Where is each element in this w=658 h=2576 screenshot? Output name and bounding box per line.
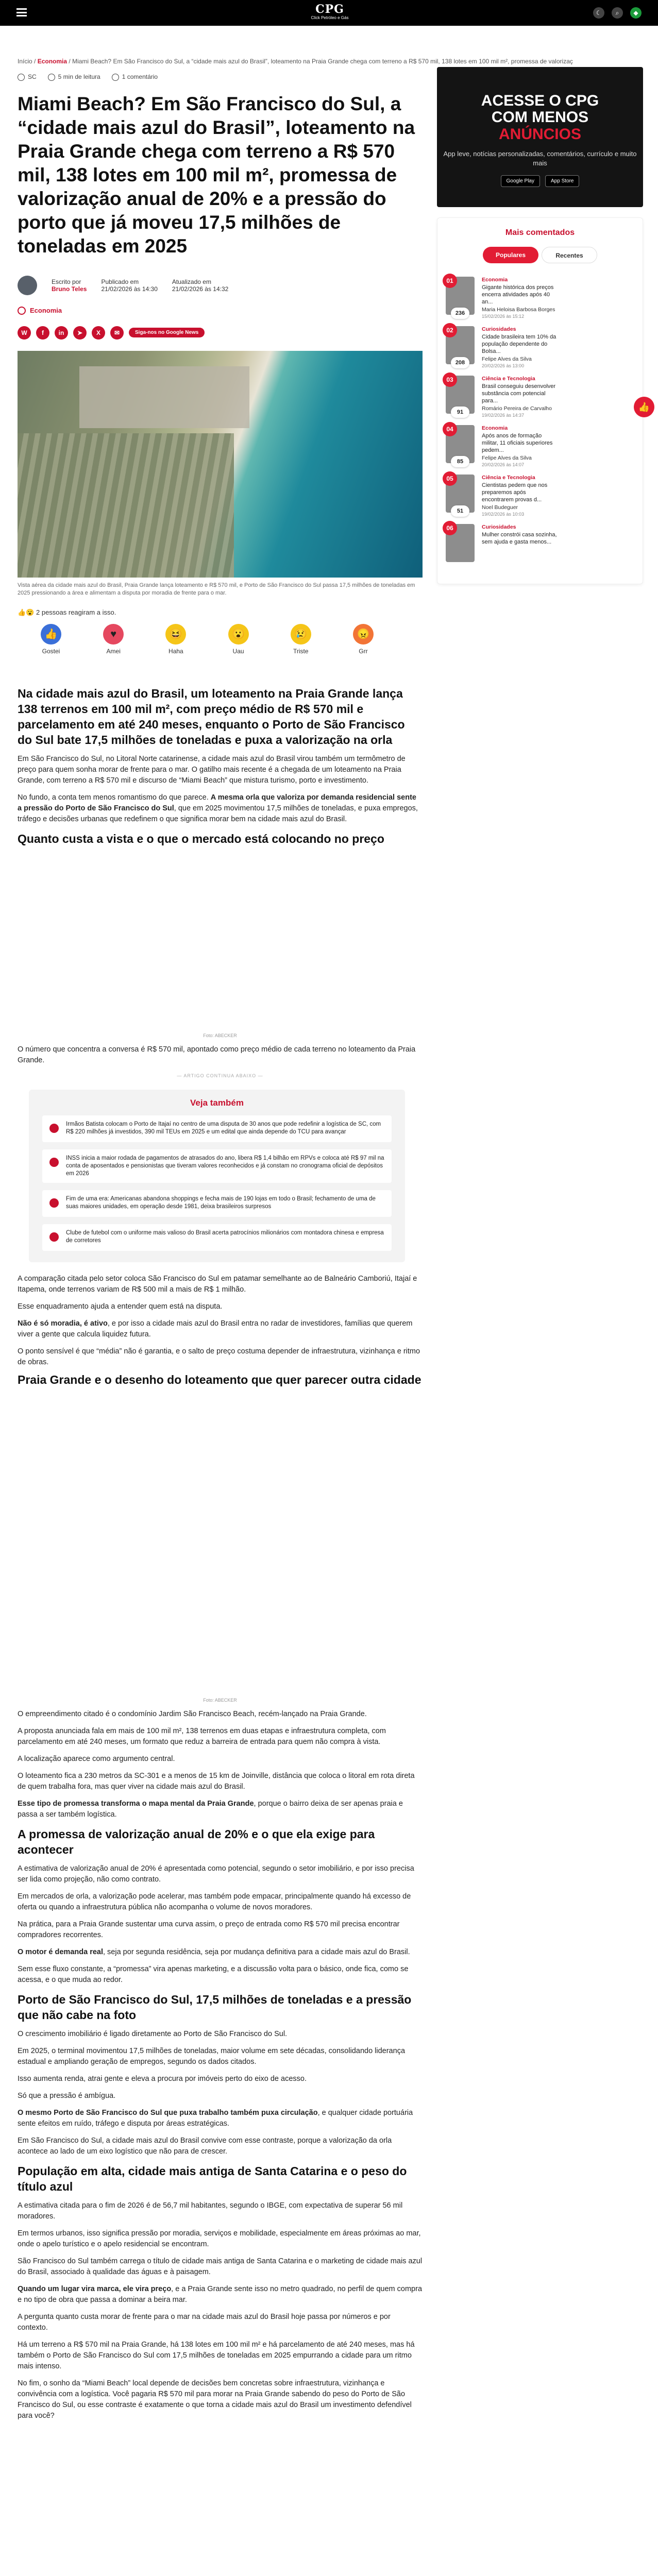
item-author: Maria Heloisa Barbosa Borges <box>482 307 555 313</box>
moon-icon[interactable]: ☾ <box>593 7 604 19</box>
paragraph: O ponto sensível é que “média” não é garantia, e o salto de preço costuma depender de infraestrutura, vizinhança e ritmo de obras. <box>18 1347 420 1366</box>
section-heading: Praia Grande e o desenho do loteamento que quer parecer outra cidade <box>18 1372 421 1386</box>
most-commented-item[interactable] <box>446 524 634 573</box>
breadcrumb-section[interactable]: Economia <box>37 58 68 65</box>
top-bar <box>0 0 658 26</box>
paragraph: Em mercados de orla, a valorização pode acelerar, mas também pode empacar, principalmente quando há excesso de oferta ou quando a infraestrutura pública não acompanha o volume de novos moradores. <box>18 1892 411 1911</box>
comment-count: 236 <box>451 308 469 319</box>
location-tag: SC <box>18 73 37 81</box>
item-author: Romário Pereira de Carvalho <box>482 405 552 412</box>
section-heading: Quanto custa a vista e o que o mercado está colocando no preço <box>18 832 384 845</box>
ad-slot <box>18 846 423 1032</box>
rank-badge: 02 <box>443 323 457 337</box>
sidebar <box>437 57 643 584</box>
brazil-flag-icon[interactable]: ◆ <box>630 7 642 19</box>
paragraph: Não é só moradia, é ativo, e por isso a cidade mais azul do Brasil entra no radar de investidores, famílias que querem viver a gente que calcula liquidez futura. <box>18 1319 413 1338</box>
see-also-item[interactable]: Irmãos Batista colocam o Porto de Itajaí no centro de uma disputa de 30 anos que pode redefinir a logística de SC, com R$ 220 milhões já investidos, 390 mil TEUs em 2025 e um edital que ainda depende do TCU para avançar <box>42 1115 392 1142</box>
article-lead: Na cidade mais azul do Brasil, um loteamento na Praia Grande lança 138 terrenos em 100 mil m², com preço médio de R$ 570 mil e parcelamento em até 240 meses, enquanto o Porto de São Francisco do Sul bate 17,5 milhões de toneladas e puxa a valorização na orla <box>18 686 405 747</box>
item-author: Felipe Alves da Silva <box>482 455 532 461</box>
most-commented-item[interactable] <box>446 425 634 474</box>
comment-count: 91 <box>451 406 469 418</box>
paragraph: A comparação citada pelo setor coloca São Francisco do Sul em patamar semelhante ao de Balneário Camboriú, Itajaí e Itapema, onde terrenos variam de R$ 500 mil a mais de R$ 1 milhão. <box>18 1274 417 1294</box>
item-title[interactable]: Cidade brasileira tem 10% da população dependente do Bolsa... <box>482 334 556 354</box>
paragraph: Em termos urbanos, isso significa pressão por moradia, serviços e mobilidade, especialmente em áreas próximas ao mar, onde o apelo turístico e o apelo residencial se encontram. <box>18 2229 421 2248</box>
paragraph: Esse enquadramento ajuda a entender quem está na disputa. <box>18 1302 223 1311</box>
google-news-button[interactable]: Siga-nos no Google News <box>129 328 205 337</box>
item-thumbnail <box>446 425 475 463</box>
reaction-haha[interactable]: 😆 Haha <box>158 624 194 655</box>
app-promo-banner[interactable]: ACESSE O CPG COM MENOS ANÚNCIOS App leve, notícias personalizadas, comentários, currículo e muito mais Google Play App Store <box>437 67 643 207</box>
item-category: Economia <box>482 425 508 431</box>
paragraph: São Francisco do Sul também carrega o título de cidade mais antiga de Santa Catarina e o marketing de cidade mais azul do Brasil, associado à qualidade das águas e à paisagem. <box>18 2257 423 2276</box>
item-title[interactable]: Cientistas pedem que nos preparemos após encontrarem provas d... <box>482 482 548 503</box>
read-time: 5 min de leitura <box>48 73 100 81</box>
reaction-love[interactable]: ♥ Amei <box>95 624 131 655</box>
rank-badge: 01 <box>443 274 457 288</box>
updated-date: 21/02/2026 às 14:32 <box>172 285 229 293</box>
reaction-wow[interactable]: 😮 Uau <box>221 624 257 655</box>
paragraph: No fundo, a conta tem menos romantismo do que parece. A mesma orla que valoriza por demanda residencial sente a pressão do Porto de São Francisco do Sul, que em 2025 movimentou 17,5 milhões de toneladas, e puxa empregos, tráfego e decisões urbanas que redefinem o que significa morar bem na cidade mais azul do Brasil. <box>18 793 418 823</box>
paragraph: O loteamento fica a 230 metros da SC-301 e a menos de 15 km de Joinville, distância que coloca o litoral em rota direta de quem trabalha fora, mas quer viver na cidade mais azul do Brasil. <box>18 1771 415 1791</box>
section-heading: Porto de São Francisco do Sul, 17,5 milhões de toneladas e a pressão que não cabe na foto <box>18 1992 412 2022</box>
paragraph: Isso aumenta renda, atrai gente e eleva a procura por imóveis perto do eixo de acesso. <box>18 2074 307 2083</box>
paragraph: O mesmo Porto de São Francisco do Sul que puxa trabalho também puxa circulação, e qualquer cidade portuária sente efeitos em ruído, tráfego e disputa por áreas estratégicas. <box>18 2108 413 2128</box>
sad-icon: 😢 <box>291 624 311 645</box>
paragraph: Em São Francisco do Sul, a cidade mais azul do Brasil convive com esse contraste, porque a valorização da orla acontece ao lado de um eixo logístico que não para de crescer. <box>18 2136 392 2156</box>
paragraph: A pergunta quanto custa morar de frente para o mar na cidade mais azul do Brasil hoje passa por números e por contexto. <box>18 2312 391 2332</box>
article-title: Miami Beach? Em São Francisco do Sul, a “cidade mais azul do Brasil”, loteamento na Praia Grande chega com terreno a R$ 570 mil, 138 lotes em 100 mil m², promessa de valorização anual de 20% e a pressão do porto que já moveu 17,5 milhões de toneladas em 2025 <box>18 93 415 257</box>
hero-image <box>18 351 423 578</box>
item-category: Curiosidades <box>482 524 516 530</box>
tab-popular[interactable]: Populares <box>483 247 538 263</box>
see-also-item[interactable]: Fim de uma era: Americanas abandona shoppings e fecha mais de 190 lojas em todo o Brasil; fechamento de uma de suas maiores unidades, em operação desde 1981, deixa brasileiros surpresos <box>42 1190 392 1217</box>
item-date: 20/02/2026 às 14:07 <box>482 462 525 467</box>
item-date: 20/02/2026 às 13:00 <box>482 363 525 368</box>
item-title[interactable]: Mulher constrói casa sozinha, sem ajuda e gasta menos... <box>482 532 557 545</box>
author-avatar[interactable] <box>18 276 37 295</box>
paragraph: Há um terreno a R$ 570 mil na Praia Grande, há 138 lotes em 100 mil m² e há parcelamento de até 240 meses, mas há também o Porto de São Francisco do Sul com 17,5 milhões de toneladas em 2025 empurrando a cidade para um ritmo mais intenso. <box>18 2340 415 2370</box>
reaction-angry[interactable]: 😠 Grr <box>345 624 381 655</box>
whatsapp-icon[interactable]: W <box>18 326 31 340</box>
paragraph: No fim, o sonho da “Miami Beach” local depende de decisões bem concretas sobre infraestrutura, vizinhança e convivência com a logística. Você pagaria R$ 570 mil para morar na Praia Grande sabendo do peso do Porto de São Francisco do Sul, ou esse contraste é exatamente o que torna a cidade mais azul do Brasil um investimento defendível para você? <box>18 2379 412 2420</box>
paragraph: A proposta anunciada fala em mais de 100 mil m², 138 terrenos em duas etapas e infraestrutura completa, com parcelamento em até 240 meses, um formato que reduz a barreira de entrada para quem não compra à vista. <box>18 1726 386 1746</box>
comment-count: 208 <box>451 357 469 368</box>
article-meta <box>18 73 423 81</box>
thumbs-up-icon: 👍 <box>41 624 61 645</box>
article-continues-label: — ARTIGO CONTINUA ABAIXO — <box>177 1073 263 1078</box>
rank-badge: 04 <box>443 422 457 436</box>
paragraph: A estimativa citada para o fim de 2026 é de 56,7 mil habitantes, segundo o IBGE, com expectativa de superar 56 mil moradores. <box>18 2201 403 2221</box>
item-category: Economia <box>482 277 508 283</box>
paragraph: Sem esse fluxo constante, a “promessa” vira apenas marketing, e a discussão volta para o básico, onde fica, como se acessa, e o que muda ao redor. <box>18 1964 409 1984</box>
item-title[interactable]: Gigante histórica dos preços encerra atividades após 40 an... <box>482 284 554 305</box>
see-also-item[interactable]: Clube de futebol com o uniforme mais valioso do Brasil acerta patrocínios milionários com montadora chinesa e empresa de corretores <box>42 1224 392 1251</box>
share-bar <box>18 326 423 340</box>
paragraph: O crescimento imobiliário é ligado diretamente ao Porto de São Francisco do Sul. <box>18 2029 288 2038</box>
comment-count: 85 <box>451 456 469 467</box>
breadcrumb-current: Miami Beach? Em São Francisco do Sul, a “cidade mais azul do Brasil”, loteamento na Praia Grande chega com terreno a R$ 570 mil, 138 lotes em 100 mil m², promessa de valorizaç <box>72 58 573 65</box>
laugh-icon: 😆 <box>165 624 186 645</box>
paragraph: Na prática, para a Praia Grande sustentar uma curva assim, o preço de entrada como R$ 570 mil precisa encontrar compradores recorrentes. <box>18 1920 400 1939</box>
ad-slot <box>18 1387 423 1697</box>
reaction-sad[interactable]: 😢 Triste <box>283 624 319 655</box>
widget-title: Mais comentados <box>505 228 575 237</box>
paragraph: Esse tipo de promessa transforma o mapa mental da Praia Grande, porque o bairro deixa de ser apenas praia e passa a ser também logística. <box>18 1799 403 1819</box>
linkedin-icon[interactable]: in <box>55 326 68 340</box>
item-title[interactable]: Brasil conseguiu desenvolver substância com potencial para... <box>482 383 556 404</box>
wow-icon: 😮 <box>228 624 249 645</box>
paragraph: A localização aparece como argumento central. <box>18 1754 175 1763</box>
facebook-icon[interactable]: f <box>36 326 49 340</box>
item-category: Curiosidades <box>482 326 516 332</box>
author-name[interactable]: Bruno Teles <box>52 285 87 293</box>
item-category: Ciência e Tecnologia <box>482 376 535 382</box>
paragraph: Só que a pressão é ambígua. <box>18 2091 116 2100</box>
paragraph: A estimativa de valorização anual de 20% é apresentada como potencial, segundo o setor imobiliário, e por isso precisa ser lida como projeção, não como contrato. <box>18 1864 414 1884</box>
comment-count: 51 <box>451 505 469 517</box>
hamburger-menu-icon[interactable] <box>16 8 27 16</box>
reaction-like[interactable]: 👍 Gostei <box>33 624 69 655</box>
see-also-item[interactable]: INSS inicia a maior rodada de pagamentos de atrasados do ano, libera R$ 1,4 bilhão em RPVs e coloca até R$ 97 mil na conta de aposentados e pensionistas que tiveram valores reconhecidos e já constam no cronograma oficial de depósitos em 2026 <box>42 1149 392 1183</box>
telegram-icon[interactable]: ➤ <box>73 326 87 340</box>
photo-credit: Foto: ABECKER <box>203 1697 237 1703</box>
item-thumbnail <box>446 474 475 513</box>
search-icon[interactable]: ⌕ <box>612 7 623 19</box>
rank-badge: 05 <box>443 471 457 486</box>
reactions-summary: 👍😮 2 pessoas reagiram a isso. <box>18 608 116 616</box>
x-icon[interactable]: X <box>92 326 105 340</box>
item-date: 15/02/2026 às 15:12 <box>482 314 525 319</box>
author-block: Escrito por Bruno Teles Publicado em 21/02/2026 às 14:30 Atualizado em 21/02/2026 às 14:32 <box>18 276 423 295</box>
most-commented-item[interactable] <box>446 474 634 524</box>
item-category: Ciência e Tecnologia <box>482 474 535 481</box>
category-link[interactable]: Economia <box>18 307 423 315</box>
comments-link[interactable]: 1 comentário <box>112 73 158 81</box>
section-heading: População em alta, cidade mais antiga de Santa Catarina e o peso do título azul <box>18 2164 407 2193</box>
most-commented-widget <box>437 217 643 584</box>
most-commented-item[interactable] <box>446 326 634 376</box>
see-also-title: Veja também <box>190 1097 244 1108</box>
image-caption: Vista aérea da cidade mais azul do Brasil, Praia Grande lança loteamento e R$ 570 mil, e Porto de São Francisco do Sul passa 17,5 milhões de toneladas em 2025 pressionando a área e alimentam a disputa por moradia de frente para o mar. <box>18 582 415 596</box>
paragraph: Em São Francisco do Sul, no Litoral Norte catarinense, a cidade mais azul do Brasil virou também um termômetro de preço para quem sonha morar de frente para o mar. O gatilho mais recente é a chegada de um loteamento na Praia Grande, com terreno a R$ 570 mil e discurso de “Miami Beach” que mistura turismo, porto e investimento. <box>18 754 406 785</box>
port-area <box>79 366 249 428</box>
city-area <box>18 433 234 578</box>
breadcrumb: Início / Economia / Miami Beach? Em São Francisco do Sul, a “cidade mais azul do Brasil”, loteamento na Praia Grande chega com terreno a R$ 570 mil, 138 lotes em 100 mil m², promessa de valorizaç <box>18 58 573 65</box>
site-logo[interactable]: CPG Click Petróleo e Gás <box>311 3 349 20</box>
breadcrumb-home[interactable]: Início <box>18 58 32 65</box>
item-thumbnail <box>446 277 475 315</box>
pin-icon <box>18 74 25 81</box>
paragraph: O empreendimento citado é o condomínio Jardim São Francisco Beach, recém-lançado na Praia Grande. <box>18 1709 367 1718</box>
item-author: Noel Budeguer <box>482 504 518 511</box>
item-author: Felipe Alves da Silva <box>482 356 532 362</box>
reaction-bar <box>33 624 381 655</box>
google-play-badge[interactable]: Google Play <box>501 175 540 187</box>
tab-recent[interactable]: Recentes <box>542 247 597 263</box>
item-thumbnail <box>446 326 475 364</box>
item-title[interactable]: Após anos de formação militar, 11 oficiais superiores pedem... <box>482 433 553 453</box>
paragraph: Quando um lugar vira marca, ele vira preço, e a Praia Grande sente isso no metro quadrado, no perfil de quem compra e no tipo de obra que passa a dominar a beira mar. <box>18 2284 423 2304</box>
app-store-badge[interactable]: App Store <box>545 175 579 187</box>
section-heading: A promessa de valorização anual de 20% e o que ela exige para acontecer <box>18 1827 375 1856</box>
paragraph: Em 2025, o terminal movimentou 17,5 milhões de toneladas, maior volume em sete décadas, consolidando liderança estadual e ampliando geração de empregos, segundo os dados citados. <box>18 2046 406 2066</box>
item-date: 19/02/2026 às 14:37 <box>482 413 525 418</box>
item-thumbnail <box>446 524 475 562</box>
item-thumbnail <box>446 376 475 414</box>
angry-icon: 😠 <box>353 624 374 645</box>
most-commented-item[interactable] <box>446 277 634 326</box>
comment-icon <box>112 74 119 81</box>
rank-badge: 03 <box>443 372 457 387</box>
floating-like-button[interactable]: 👍 <box>634 397 654 417</box>
paragraph: O número que concentra a conversa é R$ 570 mil, apontado como preço médio de cada terreno no loteamento da Praia Grande. <box>18 1045 416 1064</box>
item-date: 19/02/2026 às 10:03 <box>482 512 525 517</box>
heart-icon: ♥ <box>103 624 124 645</box>
email-icon[interactable]: ✉ <box>110 326 124 340</box>
tag-icon <box>18 307 26 315</box>
paragraph: O motor é demanda real, seja por segunda residência, seja por mudança definitiva para a cidade mais azul do Brasil. <box>18 1947 410 1956</box>
clock-icon <box>48 74 55 81</box>
published-date: 21/02/2026 às 14:30 <box>101 285 158 293</box>
photo-credit: Foto: ABECKER <box>203 1032 237 1038</box>
rank-badge: 06 <box>443 521 457 535</box>
see-also-box <box>29 1090 405 1262</box>
most-commented-item[interactable] <box>446 376 634 425</box>
